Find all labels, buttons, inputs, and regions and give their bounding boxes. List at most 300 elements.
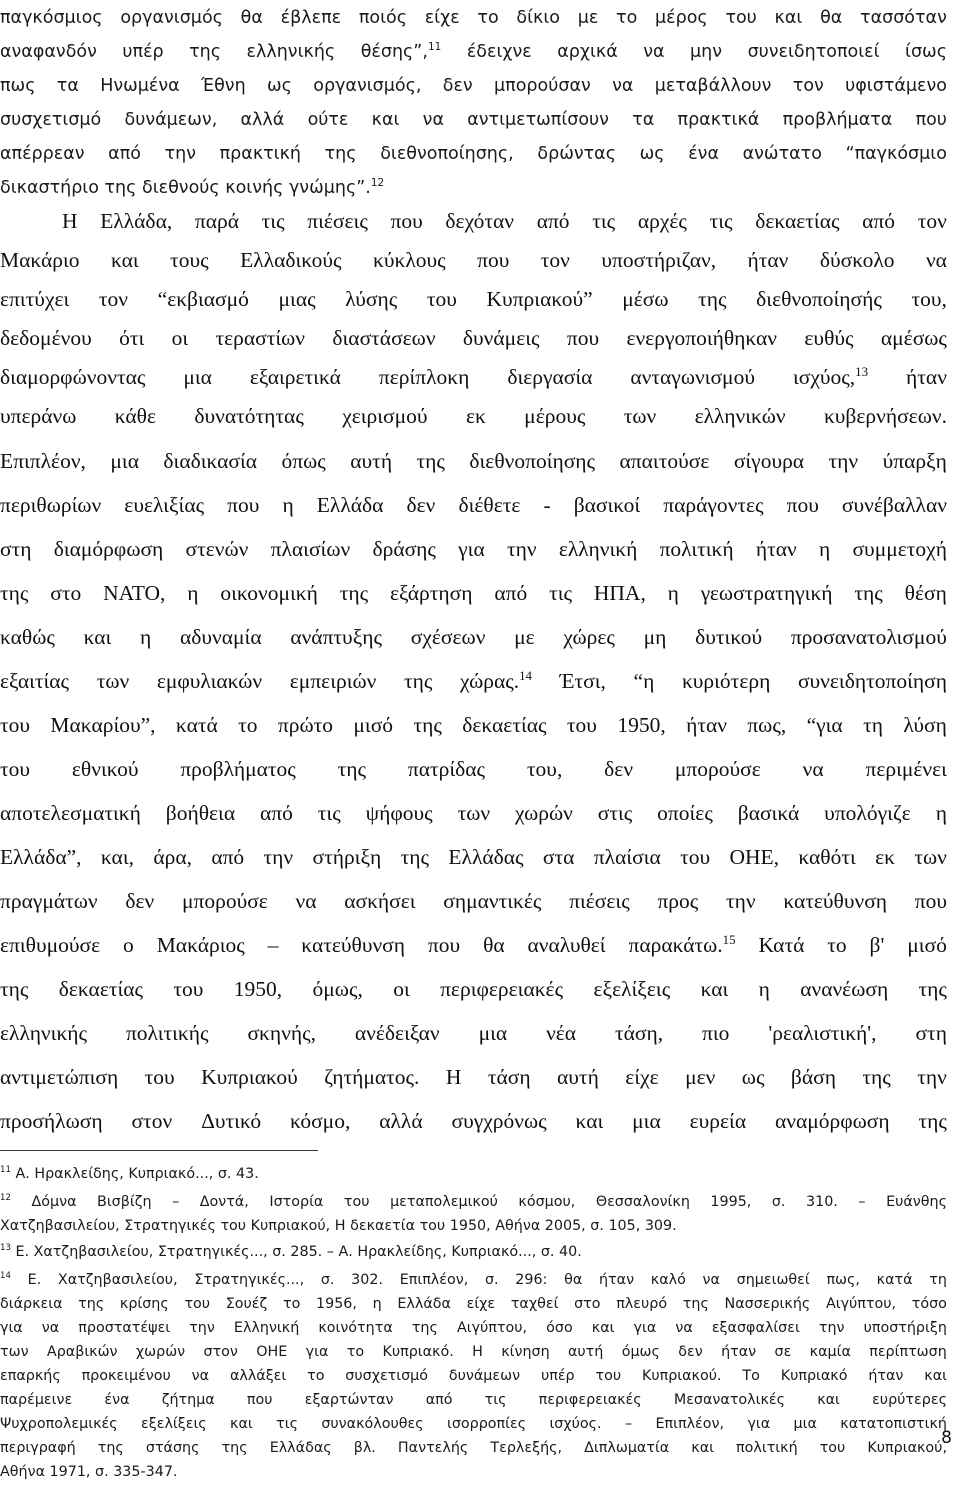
word: ένα: [688, 144, 719, 164]
word: κατά: [876, 1272, 913, 1288]
word: νέα: [546, 1020, 577, 1045]
word: η: [140, 624, 152, 649]
word: των: [0, 1344, 29, 1360]
word: ισχύος.: [549, 1416, 602, 1432]
word: “παγκόσμιο: [845, 144, 947, 164]
word: και: [924, 1368, 947, 1384]
word: δεδομένου: [0, 325, 92, 350]
word: τα: [632, 110, 655, 130]
word: αποτελεσματική: [0, 800, 141, 825]
word: την: [164, 144, 196, 164]
word: όμως: [621, 1344, 660, 1360]
word: πολιτικής: [125, 1020, 209, 1045]
word: την: [828, 448, 859, 473]
word: κατατοπιστική: [840, 1416, 947, 1432]
word: δεκαετίας: [58, 976, 144, 1001]
word: μισό: [907, 932, 947, 957]
word: στα: [542, 844, 575, 869]
word: Χατζηβασιλείου,: [33, 1244, 154, 1260]
word: δυνάμεων,: [124, 110, 218, 130]
word: τον: [792, 76, 824, 96]
word: Στρατηγικές: [124, 1218, 216, 1234]
word: Βισβίζη: [97, 1194, 152, 1210]
word: 2005,: [544, 1218, 586, 1234]
word: των: [914, 844, 947, 869]
word: Ελλάδα,: [100, 208, 173, 233]
word: 285.: [290, 1244, 323, 1260]
word: μια: [632, 1108, 661, 1133]
word: υποστήριξη: [863, 1320, 947, 1336]
body-line: [0, 489, 947, 521]
word: οργανισμός,: [313, 76, 422, 96]
word: παγκόσμιος: [0, 8, 103, 28]
word: τάση: [487, 1064, 531, 1089]
word: συμμετοχή: [852, 536, 947, 561]
word: του: [680, 844, 711, 869]
word: για: [633, 1320, 657, 1336]
word: –: [172, 1194, 180, 1210]
word: μια: [793, 1416, 817, 1432]
word: όσο: [546, 1320, 573, 1336]
word: πλαίσια: [593, 844, 661, 869]
word: του,: [526, 756, 563, 781]
body-line: [0, 533, 947, 565]
word: 105,: [608, 1218, 641, 1234]
word: δυνατότητας: [194, 403, 304, 428]
page-number: 8: [941, 1428, 952, 1448]
word: Χατζηβασιλείου,: [0, 1218, 120, 1234]
word: εξαρτώνταν: [304, 1392, 394, 1408]
word: που: [390, 208, 423, 233]
word: 1971,: [49, 1464, 91, 1480]
word: αναλυθεί: [527, 932, 606, 957]
word: της: [918, 1108, 947, 1133]
word: βασικά: [737, 800, 800, 825]
word: Θεσσαλονίκη: [595, 1194, 690, 1210]
body-line: [0, 885, 947, 917]
word: της: [104, 178, 137, 198]
word: βασικοί: [573, 492, 641, 517]
body-line: [0, 361, 947, 393]
word: πατρίδας: [407, 756, 486, 781]
word: επαρκής: [0, 1368, 61, 1384]
word: Κυπριακού”: [486, 286, 593, 311]
word: συγχρόνως: [451, 1108, 547, 1133]
word: τασσόταν: [860, 8, 947, 28]
footnote-ref: 11: [427, 41, 442, 54]
word: [0, 1272, 11, 1288]
body-line: [0, 665, 947, 697]
word: απαιτούσε: [619, 448, 710, 473]
word: τον: [98, 286, 129, 311]
word: εξαιτίας: [0, 668, 70, 693]
word: 1950,: [233, 976, 283, 1001]
word: καθώς: [0, 624, 55, 649]
word: της: [413, 712, 442, 737]
word: Δοντά,: [199, 1194, 249, 1210]
word: να: [802, 756, 824, 781]
word: θα: [240, 8, 263, 28]
word: στον: [131, 1108, 173, 1133]
footnote-ref: 14: [519, 668, 532, 683]
word: Ελλάδα: [397, 1296, 451, 1312]
word: υποστήριζαν,: [601, 247, 717, 272]
word: –: [326, 1244, 334, 1260]
word: των: [623, 403, 657, 428]
word: 1950,: [617, 712, 666, 737]
word: από: [211, 844, 245, 869]
word: θα: [483, 932, 505, 957]
word: δυνάμεις: [462, 325, 540, 350]
word: ήταν: [755, 536, 797, 561]
word: την: [263, 844, 294, 869]
word: κατεύθυνση: [301, 932, 406, 957]
word: δεν: [125, 888, 155, 913]
word: τον: [540, 247, 570, 272]
word: που: [427, 932, 461, 957]
word: προς: [657, 888, 699, 913]
word: πρακτική: [219, 144, 301, 164]
word: παρέμεινε: [0, 1392, 73, 1408]
word: άρα,: [153, 844, 192, 869]
word: των: [457, 800, 491, 825]
body-line: [62, 205, 947, 237]
word: τεραστίων: [215, 325, 306, 350]
word: για: [0, 1320, 23, 1336]
word: ψήφους: [365, 800, 433, 825]
word: Η: [472, 1344, 483, 1360]
word: υπολόγιζε: [824, 800, 911, 825]
word: κατά: [175, 712, 218, 737]
word: η: [372, 1296, 382, 1312]
word: Νασσερικής: [724, 1296, 811, 1312]
word: στη: [0, 536, 32, 561]
word: είχε: [424, 8, 460, 28]
word: διέθετε: [458, 492, 521, 517]
word: τάση,: [615, 1020, 664, 1045]
word: τον: [917, 208, 947, 233]
word: Κυπριακού.: [641, 1368, 722, 1384]
word: –: [858, 1194, 866, 1210]
word: διεθνοποίησης,: [380, 144, 514, 164]
word: 310.: [806, 1194, 838, 1210]
word: μέρους: [524, 403, 586, 428]
word: πιο: [702, 1020, 730, 1045]
word: χωρών: [515, 800, 573, 825]
word: ισορροπίες: [446, 1416, 527, 1432]
word: κόσμου,: [518, 1194, 576, 1210]
word: ότι: [119, 325, 145, 350]
word: γνώμης”.$^{12}$: [288, 177, 385, 198]
word: Ελλάδας: [269, 1440, 332, 1456]
word: [0, 1194, 11, 1210]
word: τις: [549, 580, 573, 605]
word: υπεράνω: [0, 403, 77, 428]
word: στενών: [185, 536, 249, 561]
word: μη: [643, 624, 667, 649]
word: περιμένει: [865, 756, 947, 781]
word: 1956,: [316, 1296, 357, 1312]
word: στον: [203, 1344, 238, 1360]
word: να: [925, 247, 947, 272]
word: “για: [806, 712, 843, 737]
word: της: [416, 448, 445, 473]
word: να: [295, 888, 317, 913]
word: τόσο: [911, 1296, 947, 1312]
word: έδειχνε: [466, 42, 532, 62]
word: την: [506, 536, 537, 561]
word: της: [189, 42, 222, 62]
word: Ψυχροπολεμικές: [0, 1416, 118, 1432]
word: καλό: [650, 1272, 686, 1288]
body-line: [0, 70, 947, 102]
footnote-ref: 13: [0, 1243, 11, 1254]
word: εξασφαλίσει: [711, 1320, 800, 1336]
footnote-line: [0, 1162, 947, 1186]
word: πρακτικά: [677, 110, 760, 130]
footnote-line: [0, 1190, 947, 1214]
word: είχε: [625, 1064, 659, 1089]
word: να: [41, 1320, 60, 1336]
word: σκηνής,: [247, 1020, 316, 1045]
word: αυτή: [567, 1344, 604, 1360]
word: ελληνικής: [246, 42, 336, 62]
word: Αιγύπτου,: [825, 1296, 897, 1312]
word: τα: [56, 76, 79, 96]
word: πως,: [747, 712, 787, 737]
word: πρώτο: [277, 712, 334, 737]
word: παρά: [194, 208, 239, 233]
word: ευρύτερες: [872, 1392, 947, 1408]
word: ισχύος,$^{13}$: [792, 364, 869, 389]
word: Κυπριακού,: [867, 1440, 947, 1456]
word: η: [187, 580, 199, 605]
word: του: [343, 1194, 370, 1210]
word: του: [426, 286, 457, 311]
word: πλευρό: [616, 1296, 668, 1312]
body-line: [0, 1017, 947, 1049]
word: σ.: [771, 1194, 786, 1210]
word: ως: [639, 144, 665, 164]
word: δεν: [406, 492, 436, 517]
footnote-line: [0, 1460, 947, 1484]
word: εμπειριών: [289, 668, 377, 693]
word: της: [918, 976, 947, 1001]
word: ένα: [104, 1392, 130, 1408]
footnote-line: [0, 1316, 947, 1340]
word: καμία: [809, 1344, 851, 1360]
word: διεθνοποίησης: [469, 448, 596, 473]
word: συνέβαλλαν: [841, 492, 947, 517]
word: Κυπριακού,: [250, 1218, 331, 1234]
word: Κυπριακό...,: [451, 1244, 537, 1260]
word: μέσω: [622, 286, 669, 311]
word: η: [282, 492, 294, 517]
word: επιθυμούσε: [0, 932, 101, 957]
word: Ε.: [27, 1272, 42, 1288]
word: για: [305, 1344, 329, 1360]
word: από: [536, 208, 570, 233]
word: Ευάνθης: [886, 1194, 947, 1210]
word: ανάπτυξης: [290, 624, 383, 649]
word: Τερλεξής,: [490, 1440, 563, 1456]
word: ύπαρξη: [882, 448, 947, 473]
word: την: [726, 888, 756, 913]
word: στη: [915, 1020, 947, 1045]
word: δεκαετία: [350, 1218, 416, 1234]
word: Επιπλέον,: [655, 1416, 725, 1432]
word: Α.: [338, 1244, 353, 1260]
word: η: [667, 580, 679, 605]
word: τις: [484, 1392, 507, 1408]
word: εξελίξεις: [593, 976, 671, 1001]
word: προβλήματα: [782, 110, 893, 130]
word: ήταν: [868, 1368, 904, 1384]
footnote-line: [0, 1364, 947, 1388]
footnote-line: [0, 1268, 947, 1292]
word: ασκήσει: [344, 888, 416, 913]
word: σ.: [320, 1272, 335, 1288]
word: 43.: [236, 1166, 259, 1182]
word: να: [675, 1320, 693, 1336]
word: κυριότερη: [681, 668, 771, 693]
word: 1995,: [710, 1194, 752, 1210]
word: αδυναμία: [179, 624, 262, 649]
word: που: [227, 492, 260, 517]
word: εκ: [465, 403, 486, 428]
word: τις: [317, 800, 341, 825]
word: ζήτημα: [161, 1392, 215, 1408]
word: [0, 1244, 11, 1260]
word: που: [246, 1392, 273, 1408]
word: Κυπριακό: [780, 1368, 848, 1384]
word: όμως,: [312, 976, 363, 1001]
word: μισό: [353, 712, 394, 737]
word: -: [543, 492, 551, 517]
word: εθνικού: [71, 756, 139, 781]
footnote-ref: 15: [722, 932, 736, 947]
word: η: [818, 536, 831, 561]
word: Ελλαδικούς: [240, 247, 342, 272]
word: να: [422, 110, 444, 130]
word: δεν: [678, 1344, 703, 1360]
footnote-line: [0, 1436, 947, 1460]
word: περίπτωση: [869, 1344, 947, 1360]
word: μια: [110, 448, 139, 473]
word: Αιγύπτου,: [456, 1320, 528, 1336]
word: 302.: [351, 1272, 384, 1288]
word: βλ.: [353, 1440, 376, 1456]
word: ενεργοποιήθηκαν: [626, 325, 778, 350]
word: το: [616, 8, 638, 28]
word: ανέδειξαν: [354, 1020, 440, 1045]
word: συσχετισμό: [345, 1368, 429, 1384]
word: κύκλους: [373, 247, 446, 272]
word: και: [817, 1392, 840, 1408]
word: ήταν: [747, 247, 789, 272]
word: 309.: [644, 1218, 677, 1234]
word: από: [494, 580, 528, 605]
word: υφιστάμενο: [845, 76, 947, 96]
word: περιθωρίων: [0, 492, 102, 517]
word: γεωστρατηγική: [700, 580, 833, 605]
word: προστατέψει: [78, 1320, 171, 1336]
footnote-line: [0, 1388, 947, 1412]
word: επιτύχει: [0, 286, 70, 311]
word: του: [725, 8, 757, 28]
word: ΝΑΤΟ,: [103, 580, 166, 605]
word: μεταπολεμικού: [390, 1194, 498, 1210]
word: κυβερνήσεων.: [823, 403, 947, 428]
word: πιέσεις: [569, 888, 630, 913]
word: δίκιο: [516, 8, 560, 28]
word: Αθήνα: [0, 1464, 45, 1480]
word: ως: [267, 76, 292, 96]
word: κίνηση: [501, 1344, 550, 1360]
word: της: [78, 1296, 105, 1312]
word: του: [0, 712, 31, 737]
word: Κατά: [758, 932, 805, 957]
word: Κυπριακό.: [382, 1344, 454, 1360]
word: Κυπριακό...,: [128, 1166, 214, 1182]
word: ήταν: [686, 712, 727, 737]
word: υπέρ: [540, 1368, 575, 1384]
word: Μακάριο: [0, 247, 80, 272]
word: κοινής: [225, 178, 284, 198]
word: 335-347.: [113, 1464, 178, 1480]
word: Έτσι,: [559, 668, 606, 693]
word: να: [702, 1272, 720, 1288]
word: Στρατηγικές...,: [194, 1272, 305, 1288]
word: Κυπριακού: [201, 1064, 298, 1089]
word: από: [862, 208, 896, 233]
word: βάση: [790, 1064, 836, 1089]
word: της: [862, 1064, 891, 1089]
word: της: [403, 668, 433, 693]
word: Σουέζ: [225, 1296, 268, 1312]
word: Μεσανατολικές: [673, 1392, 786, 1408]
word: χωρών: [135, 1344, 186, 1360]
word: διεθνούς: [142, 178, 220, 198]
word: διάρκεια: [0, 1296, 63, 1312]
word: δεκαετίας: [755, 208, 840, 233]
word: στάσης: [145, 1440, 200, 1456]
word: αντιμετώπιση: [0, 1064, 119, 1089]
word: –: [624, 1416, 633, 1432]
word: οι: [171, 325, 189, 350]
body-line: [0, 1061, 947, 1093]
word: μην: [690, 42, 723, 62]
footnote-line: [0, 1412, 947, 1436]
word: εκ: [875, 844, 895, 869]
word: β': [869, 932, 885, 957]
word: ήταν: [721, 1344, 757, 1360]
body-line: [0, 172, 947, 204]
word: από: [425, 1392, 453, 1408]
word: περιγραφή: [0, 1440, 76, 1456]
word: 'ρεαλιστική',: [768, 1020, 877, 1045]
word: παρακάτω.$^{15}$: [628, 932, 736, 957]
word: σημειωθεί: [736, 1272, 810, 1288]
word: να: [612, 76, 634, 96]
word: της: [0, 580, 29, 605]
word: ως: [741, 1064, 765, 1089]
word: μια: [183, 364, 212, 389]
word: μιας: [278, 286, 316, 311]
word: η: [935, 800, 947, 825]
word: Ηρακλείδης,: [357, 1244, 447, 1260]
word: σχέσεων: [410, 624, 486, 649]
